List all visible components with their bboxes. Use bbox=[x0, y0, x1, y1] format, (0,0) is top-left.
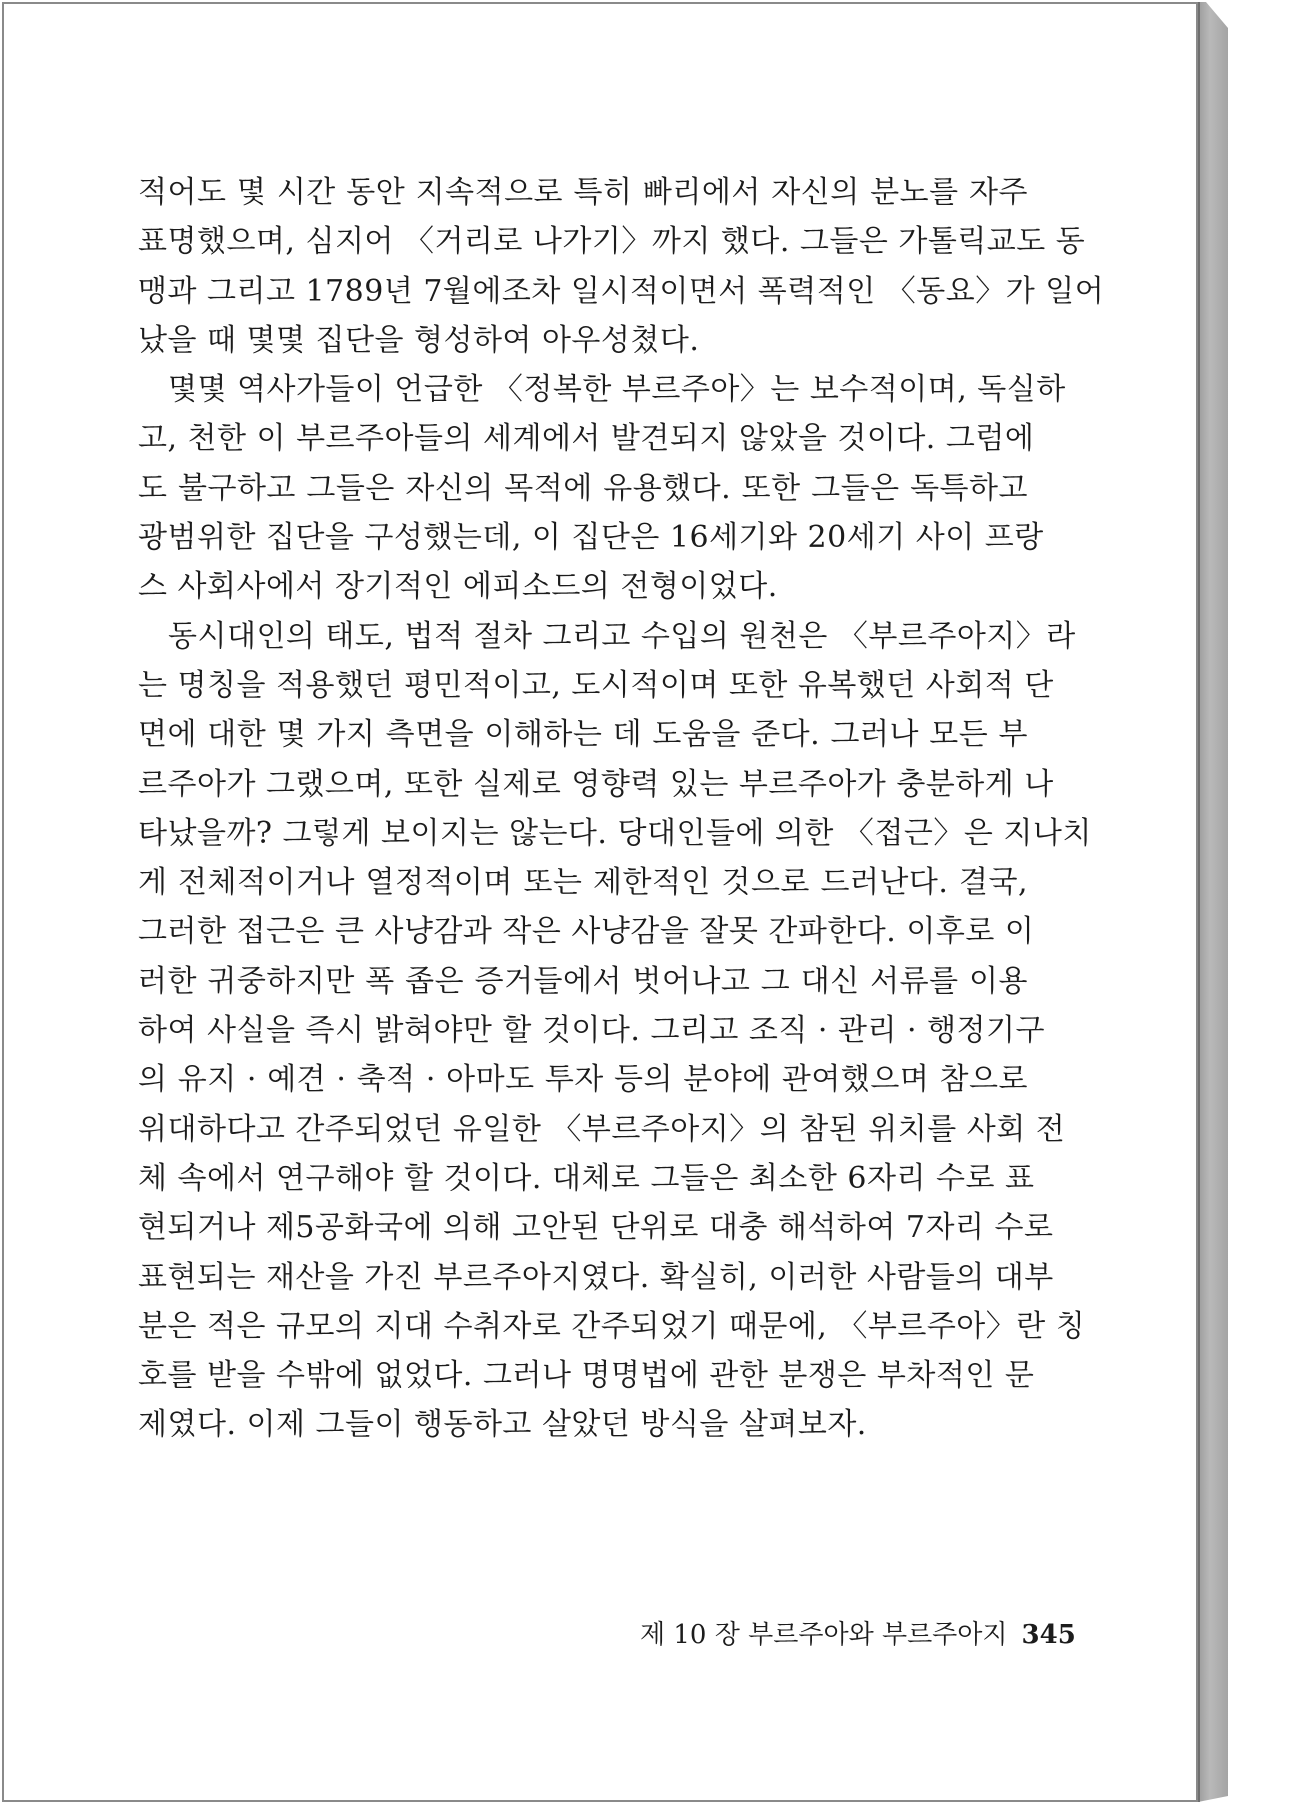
text-line: 몇몇 역사가들이 언급한 〈정복한 부르주아〉는 보수적이며, 독실하 bbox=[168, 372, 1066, 408]
text-line: 의 유지 · 예견 · 축적 · 아마도 투자 등의 분야에 관여했으며 참으로 bbox=[138, 1062, 1028, 1098]
text-line: 르주아가 그랬으며, 또한 실제로 영향력 있는 부르주아가 충분하게 나 bbox=[138, 766, 1054, 802]
book-page-edge bbox=[1198, 2, 1228, 1802]
text-line: 호를 받을 수밖에 없었다. 그러나 명명법에 관한 분쟁은 부차적인 문 bbox=[138, 1358, 1035, 1394]
text-line: 광범위한 집단을 구성했는데, 이 집단은 16세기와 20세기 사이 프랑 bbox=[138, 520, 1044, 556]
text-line: 위대하다고 간주되었던 유일한 〈부르주아지〉의 참된 위치를 사회 전 bbox=[138, 1111, 1066, 1147]
text-line: 면에 대한 몇 가지 측면을 이해하는 데 도움을 준다. 그러나 모든 부 bbox=[138, 717, 1028, 753]
page-edge-line bbox=[1198, 2, 1200, 1802]
page-number: 345 bbox=[1021, 1620, 1076, 1650]
text-line: 났을 때 몇몇 집단을 형성하여 아우성쳤다. bbox=[138, 322, 700, 358]
running-footer-chapter: 제 10 장 부르주아와 부르주아지 bbox=[640, 1620, 1008, 1650]
text-line: 제였다. 이제 그들이 행동하고 살았던 방식을 살펴보자. bbox=[138, 1407, 867, 1443]
text-line: 도 불구하고 그들은 자신의 목적에 유용했다. 또한 그들은 독특하고 bbox=[138, 470, 1028, 506]
text-line: 표현되는 재산을 가진 부르주아지였다. 확실히, 이러한 사람들의 대부 bbox=[138, 1259, 1054, 1295]
text-line: 그러한 접근은 큰 사냥감과 작은 사냥감을 잘못 간파한다. 이후로 이 bbox=[138, 914, 1035, 950]
text-line: 러한 귀중하지만 폭 좁은 증거들에서 벗어나고 그 대신 서류를 이용 bbox=[138, 963, 1028, 999]
text-line: 고, 천한 이 부르주아들의 세계에서 발견되지 않았을 것이다. 그럼에 bbox=[138, 421, 1035, 457]
text-line: 는 명칭을 적용했던 평민적이고, 도시적이며 또한 유복했던 사회적 단 bbox=[138, 667, 1054, 703]
text-line: 동시대인의 태도, 법적 절차 그리고 수입의 원천은 〈부르주아지〉라 bbox=[168, 618, 1076, 654]
text-line: 게 전체적이거나 열정적이며 또는 제한적인 것으로 드러난다. 결국, bbox=[138, 865, 1028, 901]
text-line: 분은 적은 규모의 지대 수취자로 간주되었기 때문에, 〈부르주아〉란 칭 bbox=[138, 1308, 1086, 1344]
text-line: 스 사회사에서 장기적인 에피소드의 전형이었다. bbox=[138, 569, 778, 605]
text-line: 체 속에서 연구해야 할 것이다. 대체로 그들은 최소한 6자리 수로 표 bbox=[138, 1160, 1035, 1196]
text-line: 타났을까? 그렇게 보이지는 않는다. 당대인들에 의한 〈접근〉은 지나치 bbox=[138, 815, 1092, 851]
text-line: 맹과 그리고 1789년 7월에조차 일시적이면서 폭력적인 〈동요〉가 일어 bbox=[138, 273, 1105, 309]
text-line: 적어도 몇 시간 동안 지속적으로 특히 빠리에서 자신의 분노를 자주 bbox=[138, 175, 1028, 210]
text-line: 표명했으며, 심지어 〈거리로 나가기〉까지 했다. 그들은 가톨릭교도 동 bbox=[138, 224, 1086, 260]
text-line: 하여 사실을 즉시 밝혀야만 할 것이다. 그리고 조직 · 관리 · 행정기구 bbox=[138, 1013, 1045, 1049]
body-text bbox=[138, 168, 1105, 1450]
page-footer bbox=[640, 1614, 1076, 1651]
text-line: 현되거나 제5공화국에 의해 고안된 단위로 대충 해석하여 7자리 수로 bbox=[138, 1210, 1054, 1246]
